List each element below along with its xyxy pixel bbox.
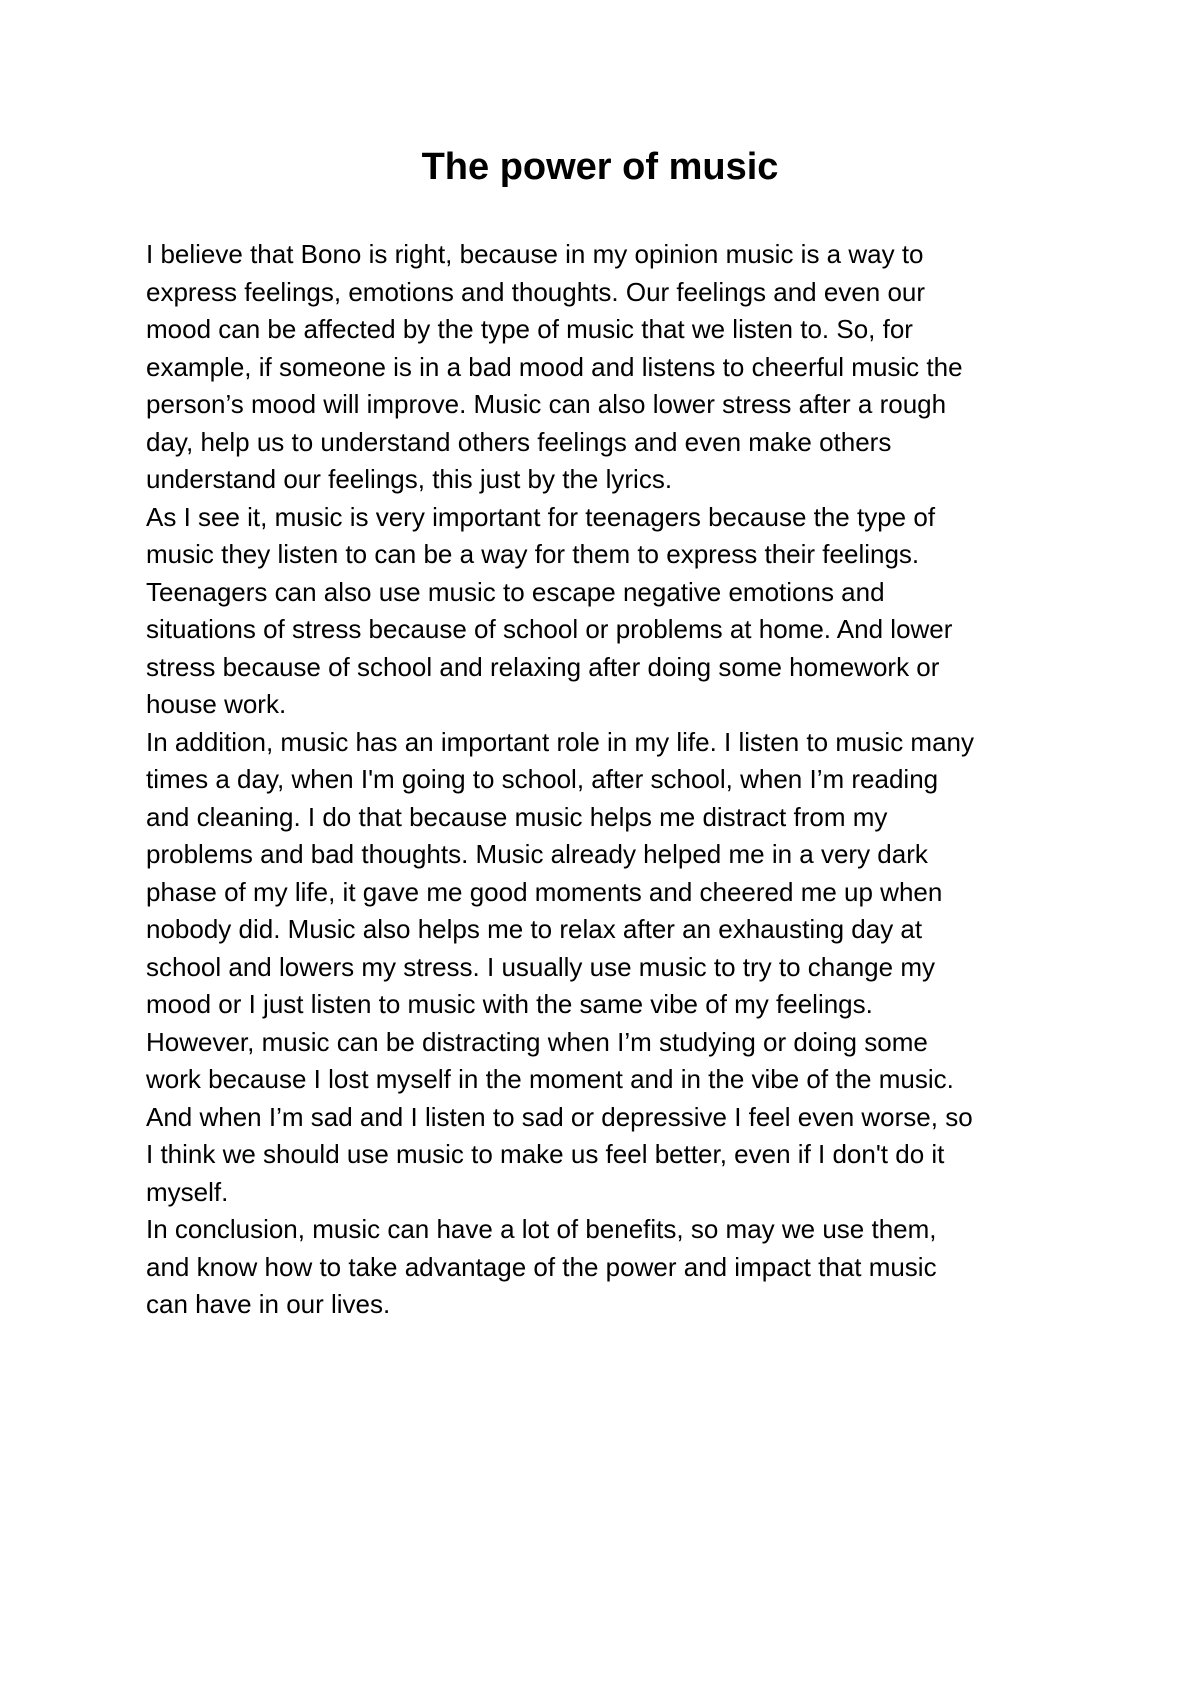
essay-body	[146, 236, 1086, 1324]
text-line: day, help us to understand others feelings and even make others	[146, 426, 892, 457]
text-line: work because I lost myself in the moment and in the vibe of the music.	[146, 1064, 954, 1094]
text-line: I think we should use music to make us feel better, even if I don't do it	[146, 1139, 945, 1169]
text-line: music they listen to can be a way for them to express their feelings.	[146, 539, 920, 569]
text-line: mood or I just listen to music with the same vibe of my feelings.	[146, 989, 873, 1019]
text-line: can have in our lives.	[146, 1289, 391, 1319]
text-line: Teenagers can also use music to escape negative emotions and	[146, 576, 885, 607]
text-line: problems and bad thoughts. Music already helped me in a very dark	[146, 839, 928, 869]
text-line: and cleaning. I do that because music helps me distract from my	[146, 801, 888, 832]
text-line: house work.	[146, 689, 287, 719]
text-line: In conclusion, music can have a lot of benefits, so may we use them,	[146, 1214, 937, 1244]
text-line: I believe that Bono is right, because in my opinion music is a way to	[146, 239, 924, 269]
text-line: person’s mood will improve. Music can also lower stress after a rough	[146, 389, 947, 419]
text-line: situations of stress because of school or problems at home. And lower	[146, 614, 953, 644]
text-line: As I see it, music is very important for teenagers because the type of	[146, 501, 936, 532]
text-line: express feelings, emotions and thoughts. Our feelings and even our	[146, 276, 926, 307]
text-line: myself.	[146, 1176, 229, 1207]
text-line: times a day, when I'm going to school, after school, when I’m reading	[146, 764, 939, 794]
text-line: And when I’m sad and I listen to sad or depressive I feel even worse, so	[146, 1101, 973, 1132]
text-line: phase of my life, it gave me good moments and cheered me up when	[146, 876, 943, 907]
text-line: and know how to take advantage of the power and impact that music	[146, 1251, 937, 1282]
text-line: school and lowers my stress. I usually use music to try to change my	[146, 951, 935, 982]
text-line: nobody did. Music also helps me to relax after an exhausting day at	[146, 914, 923, 944]
text-line: However, music can be distracting when I’m studying or doing some	[146, 1026, 928, 1057]
text-line: understand our feelings, this just by the lyrics.	[146, 464, 673, 494]
document-title: The power of music	[421, 146, 779, 188]
text-line: In addition, music has an important role in my life. I listen to music many	[146, 726, 975, 757]
text-line: stress because of school and relaxing after doing some homework or	[146, 651, 940, 682]
text-line: example, if someone is in a bad mood and listens to cheerful music the	[146, 351, 963, 382]
text-line: mood can be affected by the type of music that we listen to. So, for	[146, 314, 913, 344]
